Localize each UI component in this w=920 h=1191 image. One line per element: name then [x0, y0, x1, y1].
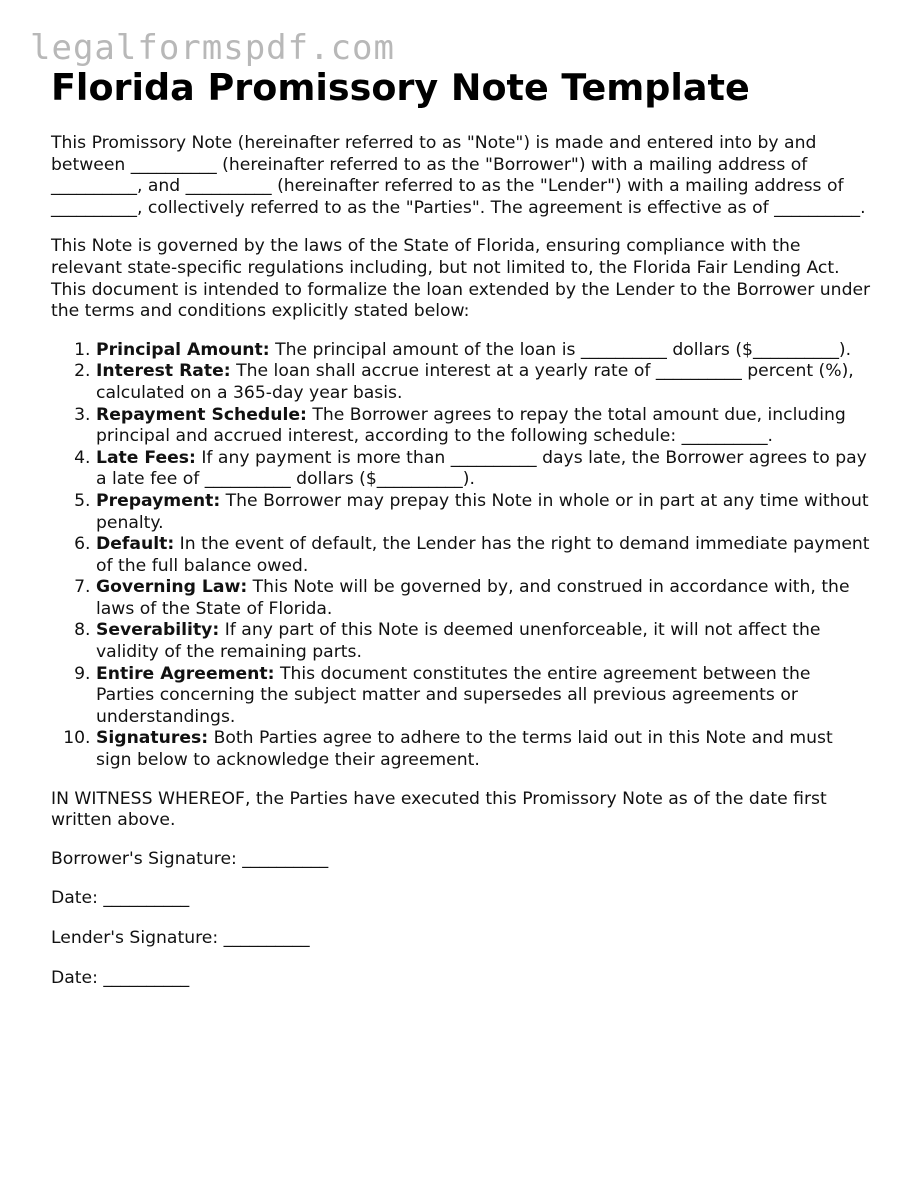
term-heading: Governing Law: [96, 577, 248, 598]
term-heading: Signatures: [96, 728, 209, 749]
document-body [51, 133, 873, 1007]
list-item [96, 448, 873, 491]
list-item [96, 361, 873, 404]
term-text: If any payment is more than __________ days late, the Borrower agrees to pay a late fee of __________ dollars ($__________). [96, 447, 867, 490]
witness-paragraph: IN WITNESS WHEREOF, the Parties have executed this Promissory Note as of the date first written above. [51, 788, 827, 831]
term-heading: Entire Agreement: [96, 663, 275, 684]
term-text: Both Parties agree to adhere to the terms laid out in this Note and must sign below to acknowledge their agreement. [96, 728, 833, 771]
lender-signature-line: Lender's Signature: __________ [51, 928, 310, 948]
page-title: Florida Promissory Note Template [51, 66, 750, 109]
term-text: The Borrower may prepay this Note in whole or in part at any time without penalty. [96, 490, 869, 533]
term-heading: Repayment Schedule: [96, 404, 307, 425]
list-item [96, 405, 873, 448]
term-heading: Interest Rate: [96, 361, 231, 382]
lender-date-line: Date: __________ [51, 967, 190, 988]
list-item [96, 340, 873, 362]
intro-paragraph: This Promissory Note (hereinafter referred to as "Note") is made and entered into by and between __________ (hereinafter referred to as the "Borrower") with a mailing address of __________, and __________ (hereinafter referred to as the "Lender") with a mailing address of __________, collectively referred to as the "Parties". The agreement is effective as of __________. [51, 133, 866, 218]
borrower-date-line: Date: __________ [51, 888, 190, 909]
term-text: This Note will be governed by, and construed in accordance with, the laws of the State of Florida. [96, 577, 850, 619]
term-heading: Prepayment: [96, 490, 221, 511]
governing-paragraph: This Note is governed by the laws of the State of Florida, ensuring compliance with the relevant state-specific regulations including, but not limited to, the Florida Fair Lending Act. This document is intended to formalize the loan extended by the Lender to the Borrower under the terms and conditions explicitly stated below: [51, 236, 871, 322]
term-text: In the event of default, the Lender has the right to demand immediate payment of the full balance owed. [96, 534, 870, 576]
watermark: legalformspdf.com [30, 28, 395, 68]
term-text: If any part of this Note is deemed unenforceable, it will not affect the validity of the remaining parts. [96, 620, 821, 663]
list-item [96, 728, 873, 771]
term-heading: Default: [96, 534, 175, 555]
list-item [96, 491, 873, 534]
term-text: The Borrower agrees to repay the total amount due, including principal and accrued interest, according to the following schedule: __________. [96, 404, 846, 447]
list-item [96, 664, 873, 729]
term-heading: Severability: [96, 620, 220, 641]
terms-list [51, 340, 873, 772]
term-text: The principal amount of the loan is __________ dollars ($__________). [269, 339, 852, 360]
term-heading: Principal Amount: [96, 339, 270, 360]
term-text: This document constitutes the entire agreement between the Parties concerning the subject matter and supersedes all previous agreements or understandings. [96, 663, 811, 727]
borrower-signature-line: Borrower's Signature: __________ [51, 848, 329, 869]
term-heading: Late Fees: [96, 447, 196, 468]
list-item [96, 620, 873, 663]
term-text: The loan shall accrue interest at a yearly rate of __________ percent (%), calculated on a 365-day year basis. [96, 361, 854, 403]
list-item [96, 534, 873, 577]
list-item [96, 577, 873, 620]
